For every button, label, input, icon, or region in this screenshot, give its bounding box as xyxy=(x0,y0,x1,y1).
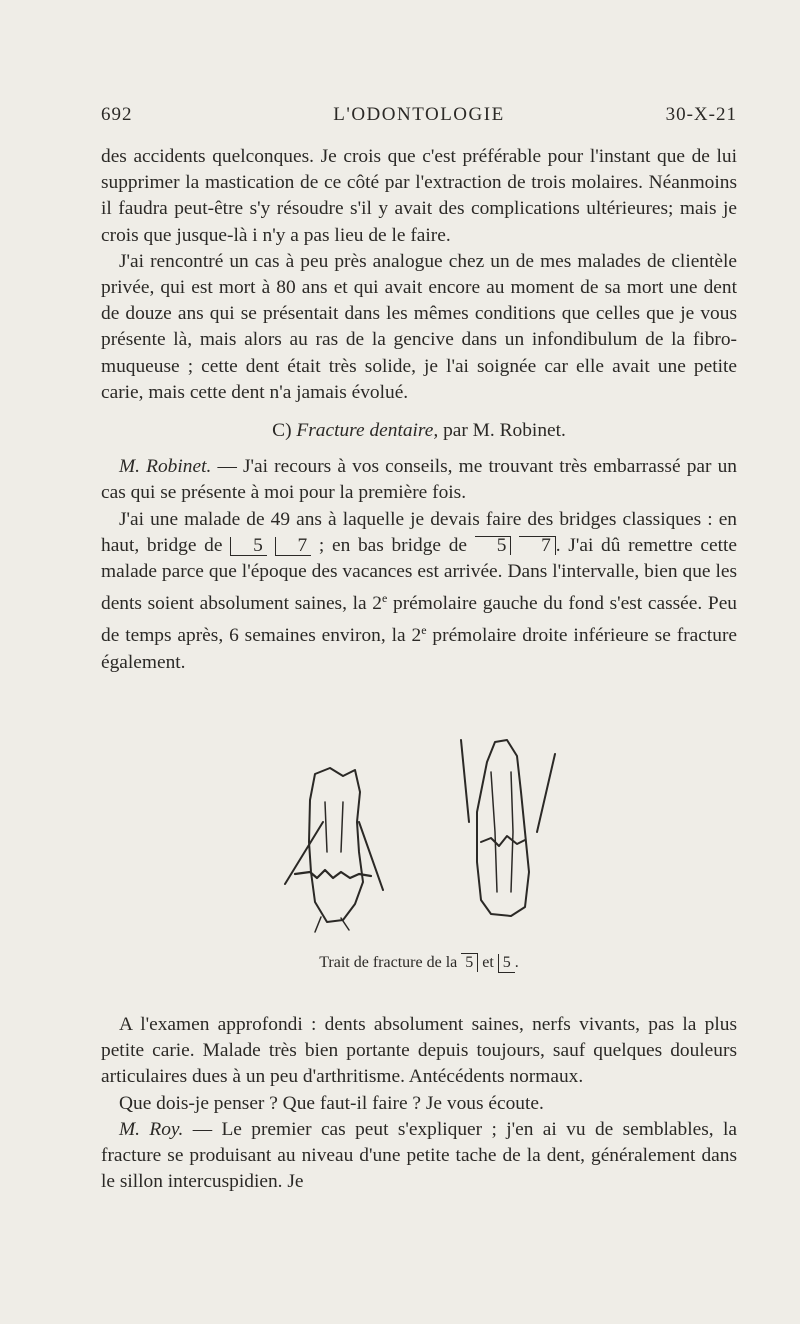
page-number: 692 xyxy=(101,104,133,125)
speaker-name: M. Robinet. xyxy=(119,456,212,478)
right-tooth-root xyxy=(491,772,513,892)
paragraph-7 xyxy=(101,1117,737,1196)
left-tooth-outline xyxy=(309,768,363,922)
paragraph-4-text-1: J'ai une malade de 49 ans à laquelle je devais faire des bridges classiques : en haut, bridge de xyxy=(101,508,737,556)
section-heading xyxy=(101,418,737,444)
section-author: par M. Robinet. xyxy=(443,420,566,442)
paragraph-3 xyxy=(101,454,737,506)
tooth-notation-upper-left-2: 7 xyxy=(275,537,312,556)
paragraph-1: des accidents quelconques. Je crois que c'est préférable pour l'instant que de lui supprimer la mastication de ce côté par l'extraction de trois molaires. Néanmoins il faudra peut-être s'y résoudre s'il y avait des complications ultérieures; mais je crois que jusque-là i n'y a pas lieu de le faire. xyxy=(101,146,737,246)
paragraph-4 xyxy=(101,507,737,676)
paragraph-6: Que dois-je penser ? Que faut-il faire ? Je vous écoute. xyxy=(119,1092,544,1114)
superscript-e-2: e xyxy=(421,623,427,638)
tooth-notation-lower-right: 5 xyxy=(475,536,512,555)
right-bone-line xyxy=(461,740,555,832)
paragraph-2: J'ai rencontré un cas à peu près analogue chez un de mes malades de clientèle privée, qui est mort à 80 ans et qui avait encore au moment de sa mort une dent de douze ans qui se présentait dans les mêmes conditions que celles que je vous présente là, mais alors au ras de la gencive dans un infondibulum de la fibro-muqueuse ; cette dent était très solide, je l'ai soignée car elle avait une petite carie, mais cette dent n'a jamais évolué. xyxy=(101,250,737,403)
tooth-fracture-illustration xyxy=(255,732,585,942)
left-fracture-line xyxy=(295,870,371,878)
issue-date: 30-X-21 xyxy=(665,104,737,125)
paragraph-4-text-3: . J'ai dû remettre cette malade parce que l'époque des vacances est arrivée. Dans l'intervalle, bien que les dents soient absolument saines, la 2 xyxy=(101,534,737,615)
tooth-notation-upper-left: 5 xyxy=(230,537,267,556)
paragraph-4-text-4: prémolaire gauche du fond s'est cassée. Peu de temps après, 6 semaines environ, la 2 xyxy=(101,593,737,647)
caption-mid: et xyxy=(478,954,498,971)
left-tooth-pulp xyxy=(325,802,343,852)
paragraph-5: A l'examen approfondi : dents absolument saines, nerfs vivants, pas la plus petite carie. Malade très bien portante depuis toujours, sauf quelques douleurs articulaires dues à un peu d'arthritisme. Antécédents normaux. xyxy=(101,1014,737,1088)
caption-tooth-1: 5 xyxy=(461,953,478,972)
left-bone-line xyxy=(285,822,383,890)
section-title: Fracture dentaire, xyxy=(296,420,439,442)
journal-title: L'ODONTOLOGIE xyxy=(333,104,505,125)
paragraph-4-text-5: prémolaire droite inférieure se fracture également. xyxy=(101,625,738,673)
speaker-name-roy: M. Roy. xyxy=(119,1118,184,1140)
text-block-lower xyxy=(101,1012,737,1195)
caption-text: Trait de fracture de la xyxy=(319,954,462,971)
paragraph-3-text: — J'ai recours à vos conseils, me trouvant très embarrassé par un cas qui se présente à moi pour la première fois. xyxy=(101,456,737,504)
caption-end: . xyxy=(514,954,519,971)
caption-tooth-2: 5 xyxy=(498,954,515,973)
figure-caption xyxy=(101,953,737,973)
running-header xyxy=(101,104,737,130)
paragraph-4-text-2: ; en bas bridge de xyxy=(311,534,475,556)
text-block-upper xyxy=(101,144,737,676)
tooth-notation-lower-right-2: 7 xyxy=(519,536,556,555)
paragraph-7-text: — Le premier cas peut s'expliquer ; j'en ai vu de semblables, la fracture se produisant au niveau d'une petite tache de la dent, généralement dans le sillon intercuspidien. Je xyxy=(101,1118,737,1193)
right-fracture-line xyxy=(481,836,525,846)
section-prefix: C) xyxy=(272,420,292,442)
superscript-e: e xyxy=(382,591,388,606)
right-tooth-outline xyxy=(477,740,529,916)
